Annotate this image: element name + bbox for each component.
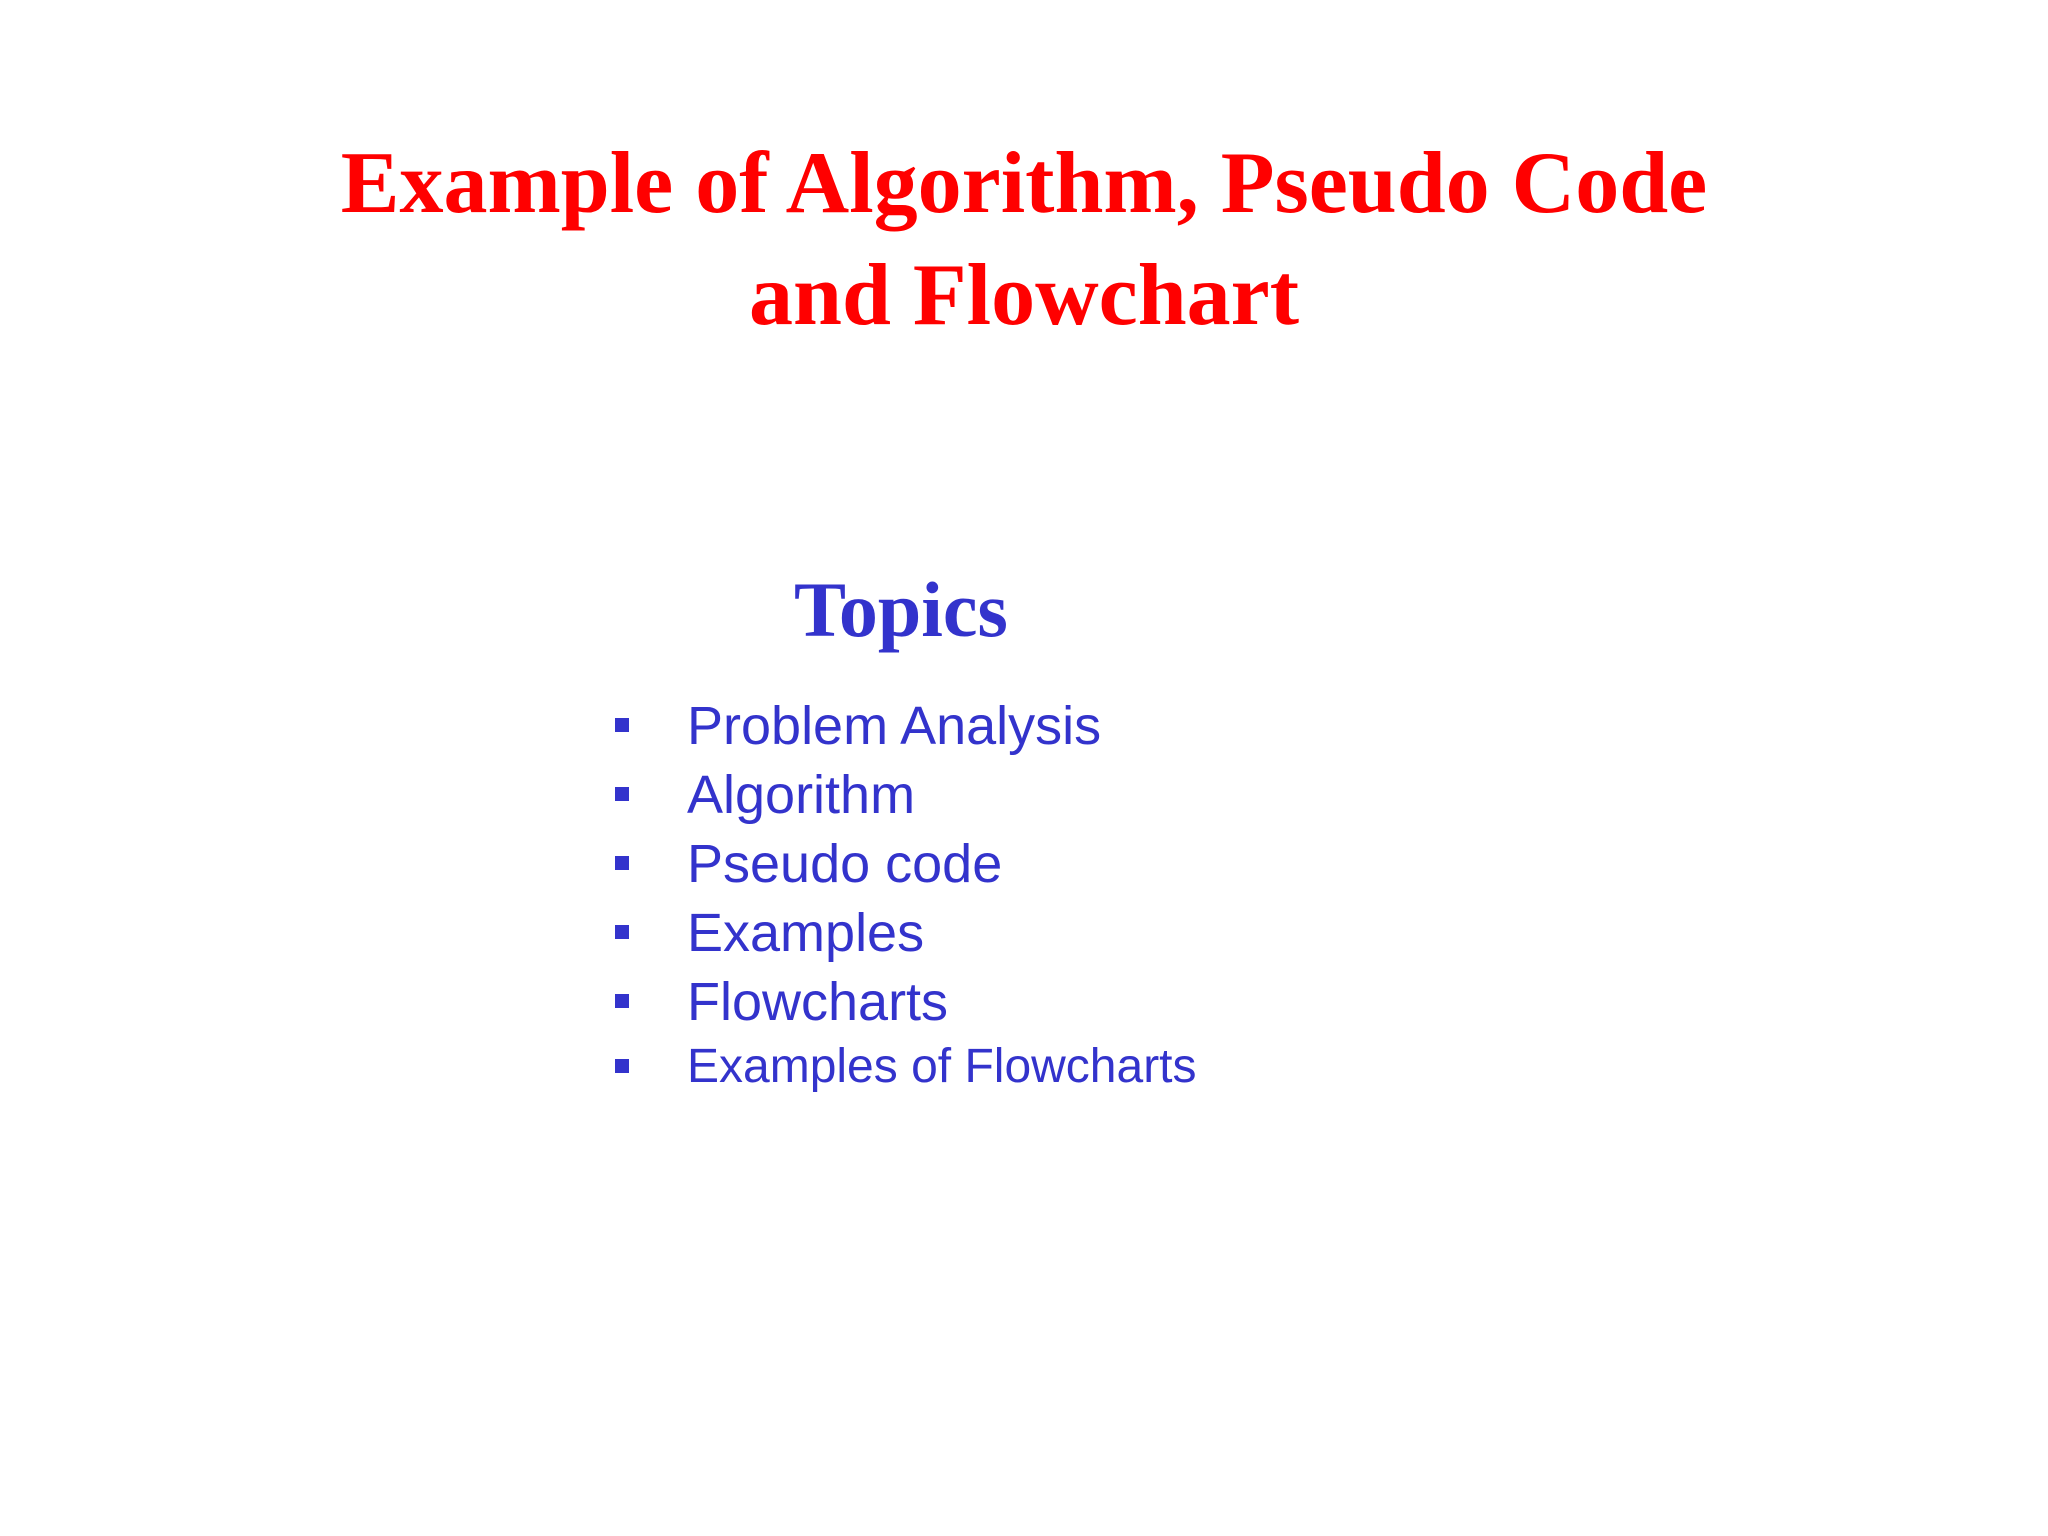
topic-label: Examples of Flowcharts bbox=[687, 1040, 1197, 1093]
topic-label: Examples bbox=[687, 903, 925, 963]
topic-label: Pseudo code bbox=[687, 834, 1003, 894]
topics-heading: Topics bbox=[794, 566, 1008, 653]
topic-label: Algorithm bbox=[687, 765, 916, 825]
slide-title-line-2: and Flowchart bbox=[749, 247, 1299, 344]
square-bullet-icon bbox=[615, 856, 629, 870]
topic-label: Flowcharts bbox=[687, 972, 949, 1032]
square-bullet-icon bbox=[615, 925, 629, 939]
topic-label: Problem Analysis bbox=[687, 696, 1102, 756]
square-bullet-icon bbox=[615, 994, 629, 1008]
slide-title bbox=[0, 128, 2048, 352]
square-bullet-icon bbox=[615, 1059, 629, 1073]
square-bullet-icon bbox=[615, 718, 629, 732]
slide-title-line-1: Example of Algorithm, Pseudo Code bbox=[340, 135, 1708, 232]
square-bullet-icon bbox=[615, 787, 629, 801]
